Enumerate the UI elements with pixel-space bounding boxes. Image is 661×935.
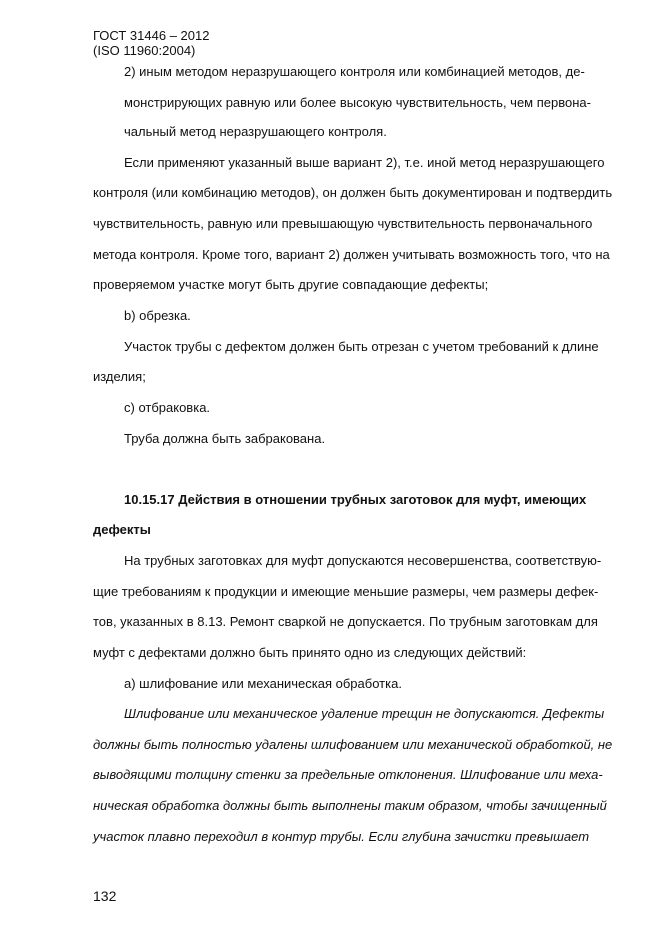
text-line: тов, указанных в 8.13. Ремонт сваркой не допускается. По трубным заготовкам для <box>93 614 598 629</box>
list-item-2-method: 2) иным методом неразрушающего контроля или комбинацией методов, де- <box>124 64 585 79</box>
italic-text-line: ническая обработка должны быть выполнены таким образом, чтобы зачищенный <box>93 798 607 813</box>
text-line: Труба должна быть забракована. <box>124 431 326 446</box>
text-line: чальный метод неразрушающего контроля. <box>124 124 387 139</box>
page-number: 132 <box>93 888 117 904</box>
text-line: Участок трубы с дефектом должен быть отрезан с учетом требований к длине <box>124 339 599 354</box>
text-line: монстрирующих равную или более высокую чувствительность, чем первона- <box>124 95 591 110</box>
text-line: изделия; <box>93 369 146 384</box>
italic-text-line: выводящими толщину стенки за предельные отклонения. Шлифование или меха- <box>93 767 603 782</box>
text-line: На трубных заготовках для муфт допускаются несовершенства, соответствую- <box>124 553 602 568</box>
list-item-a-grinding: a) шлифование или механическая обработка. <box>124 676 402 691</box>
italic-text-line: должны быть полностью удалены шлифованием или механической обработкой, не <box>93 737 613 752</box>
list-item-b-cutting: b) обрезка. <box>124 308 191 323</box>
list-item-c-rejection: c) отбраковка. <box>124 400 211 415</box>
iso-reference: (ISO 11960:2004) <box>93 43 196 58</box>
italic-text-line: Шлифование или механическое удаление трещин не допускаются. Дефекты <box>124 706 605 721</box>
text-line: Если применяют указанный выше вариант 2), т.е. иной метод неразрушающего <box>124 155 605 170</box>
italic-text-line: участок плавно переходил в контур трубы. Если глубина зачистки превышает <box>93 829 590 844</box>
text-line: чувствительность, равную или превышающую чувствительность первоначального <box>93 216 593 231</box>
text-line: контроля (или комбинацию методов), он должен быть документирован и подтвердить <box>93 185 613 200</box>
standard-number: ГОСТ 31446 – 2012 <box>93 28 210 43</box>
text-line: щие требованиям к продукции и имеющие меньшие размеры, чем размеры дефек- <box>93 584 599 599</box>
text-line: метода контроля. Кроме того, вариант 2) должен учитывать возможность того, что на <box>93 247 610 262</box>
text-line: проверяемом участке могут быть другие совпадающие дефекты; <box>93 277 489 292</box>
text-line: муфт с дефектами должно быть принято одно из следующих действий: <box>93 645 527 660</box>
section-heading: 10.15.17 Действия в отношении трубных заготовок для муфт, имеющих <box>124 492 587 507</box>
section-heading-continued: дефекты <box>93 522 151 537</box>
